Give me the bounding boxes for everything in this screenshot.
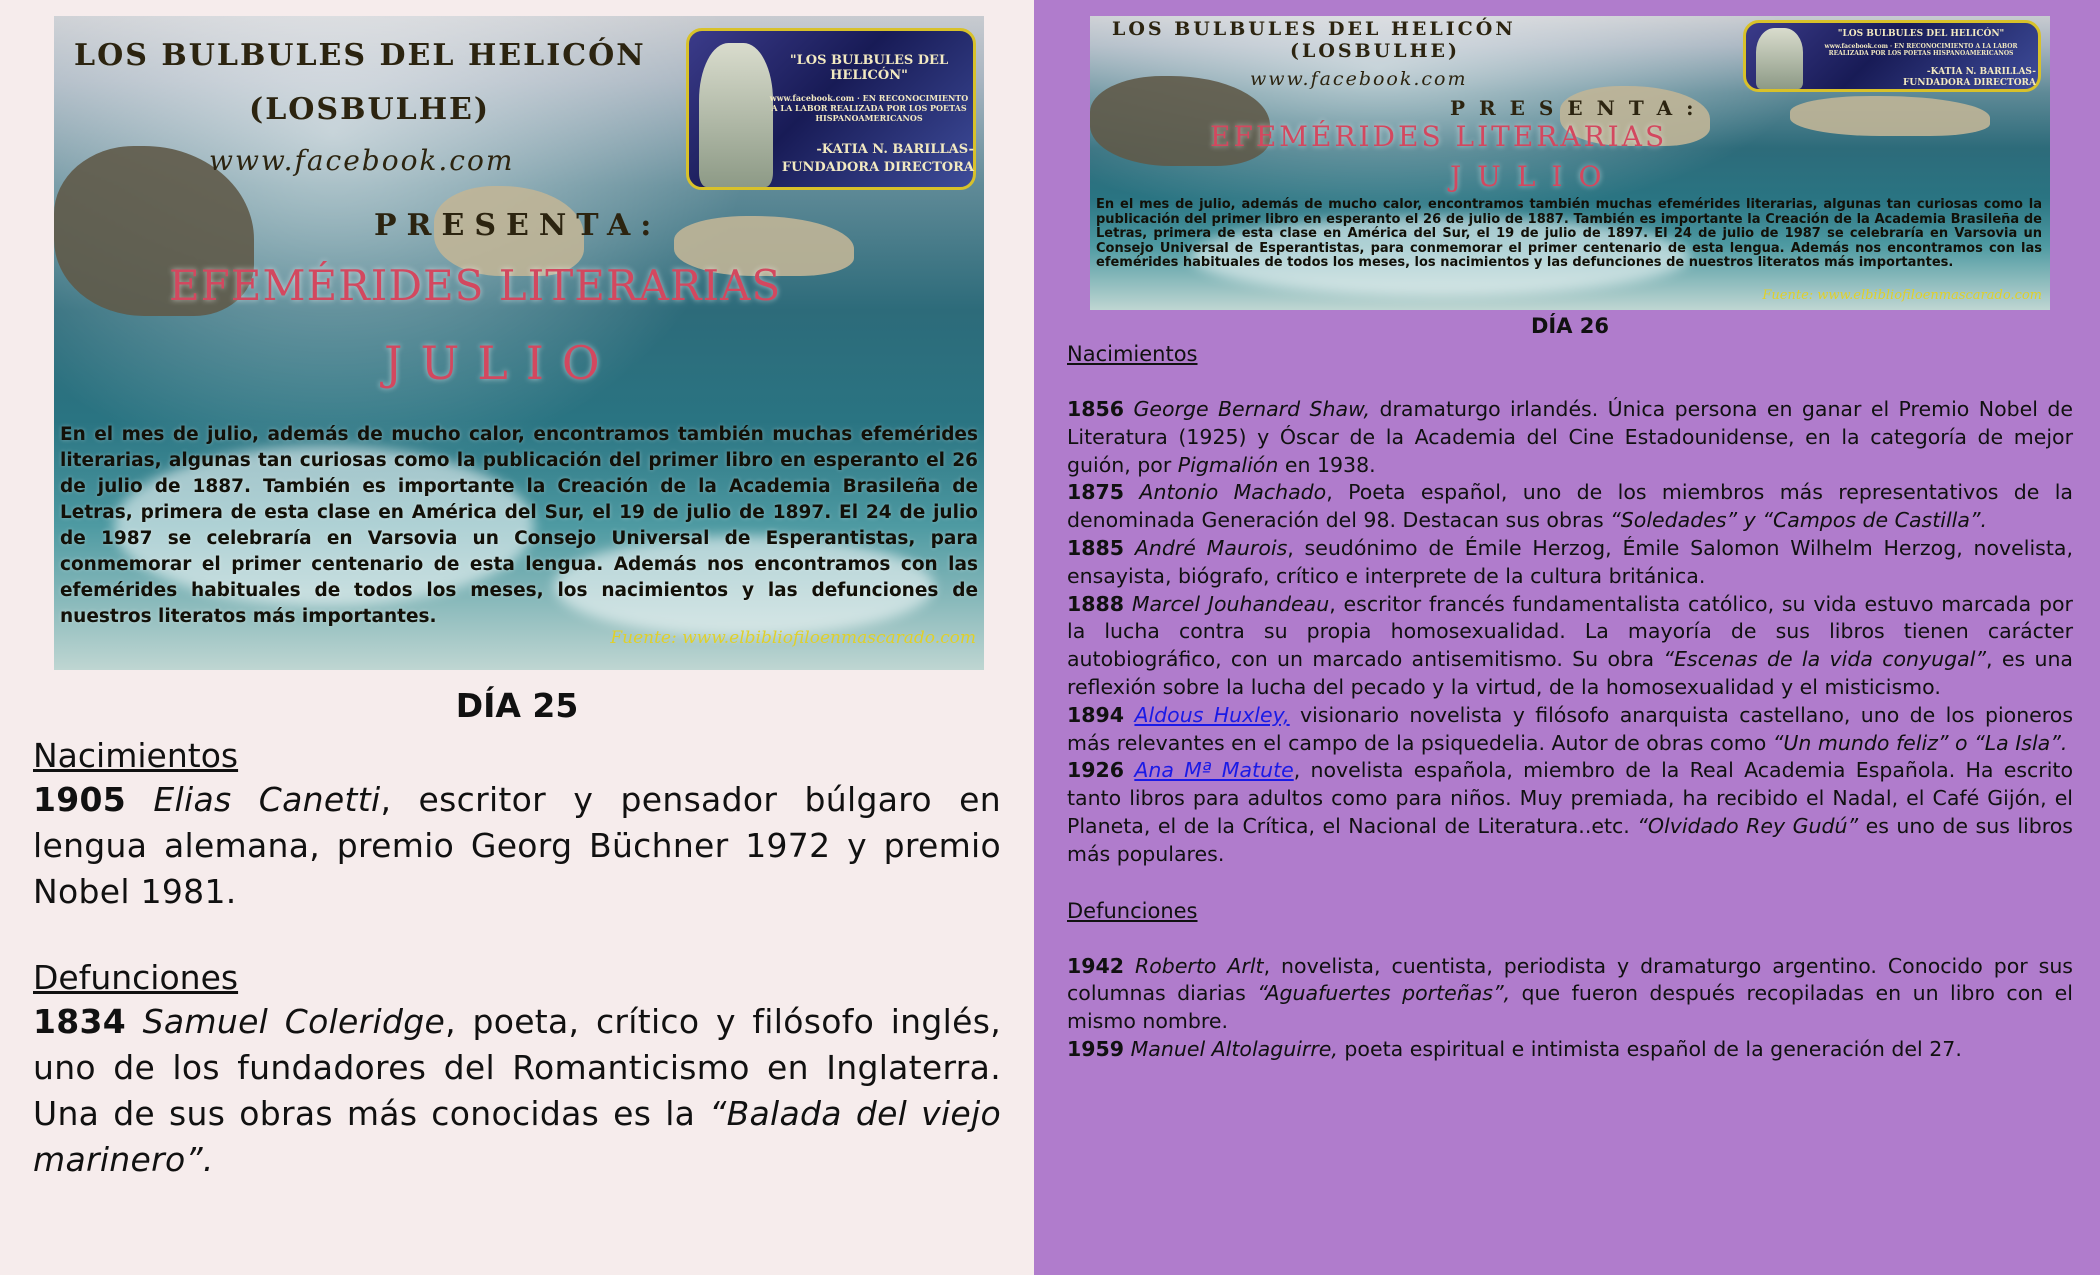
birth-entry bbox=[1067, 702, 2073, 758]
entry-text: , poeta, crítico y filósofo inglés, uno de los fundadores del Romanticismo en Inglaterra. Una de sus obras más conocidas es la bbox=[33, 1002, 1001, 1133]
entry-author: Samuel Coleridge bbox=[142, 1002, 446, 1041]
entry-year: 1875 bbox=[1067, 480, 1125, 505]
inset-signature bbox=[759, 141, 974, 177]
birth-entry bbox=[1067, 396, 2073, 479]
entry-work: “Soledades” y “Campos de Castilla”. bbox=[1610, 508, 1988, 533]
entry-text: , novelista española, miembro de la Real Academia Española. Ha escrito tanto libros para adultos como para niños. Muy premiada, ha recibido el Nadal, el Café Gijón, el Planeta, el de la Crítica, el Nacional de Literatura..etc. bbox=[1067, 758, 2073, 838]
entry-author: Marcel Jouhandeau bbox=[1131, 591, 1330, 616]
entry-text: , seudónimo de Émile Herzog, Émile Salomon Wilhelm Herzog, novelista, ensayista, biógrafo, crítico e interprete de la cultura británica. bbox=[1067, 535, 2073, 588]
efemerides-banner-image bbox=[1090, 16, 2050, 310]
entry-work: “Balada del viejo marinero”. bbox=[33, 1094, 1001, 1179]
entry-author: Manuel Altolaguirre, bbox=[1130, 1036, 1338, 1061]
banner-source: Fuente: www.elbibliofiloenmascarado.com bbox=[1762, 288, 2042, 303]
inset-name: -KATIA N. BARILLAS- bbox=[816, 142, 974, 157]
birth-entry bbox=[1067, 535, 2073, 591]
author-link-matute[interactable]: Ana Mª Matute bbox=[1134, 758, 1294, 783]
day-heading: DÍA 26 bbox=[1530, 314, 1610, 338]
banner-presenta: PRESENTA: bbox=[1450, 96, 1708, 120]
inset-small-text: www.facebook.com · EN RECONOCIMIENTO A LA LABOR REALIZADA POR LOS POETAS HISPANOAMERICANOS bbox=[769, 93, 969, 123]
entry-year: 1856 bbox=[1067, 397, 1125, 421]
entry-year: 1926 bbox=[1067, 758, 1125, 783]
entry-author: Elias Canetti bbox=[153, 780, 381, 819]
banner-website: www.facebook.com bbox=[209, 144, 515, 177]
entry-author: Roberto Arlt bbox=[1135, 953, 1264, 978]
banner-month: JULIO bbox=[1450, 160, 1618, 193]
entry-work: “Escenas de la vida conyugal” bbox=[1663, 647, 1987, 672]
day-heading: DÍA 25 bbox=[455, 686, 579, 725]
entry-author: André Maurois bbox=[1134, 535, 1288, 560]
banner-group-acronym: (LOSBULHE) bbox=[1290, 40, 1461, 62]
entry-text: , novelista, cuentista, periodista y dramaturgo argentino. Conocido por sus columnas diarias bbox=[1067, 953, 2073, 1006]
entry-year: 1905 bbox=[33, 780, 127, 819]
entry-text: visionario novelista y filósofo anarquista castellano, uno de los pioneros más relevantes en el campo de la psiquedelia. Autor de obras como bbox=[1067, 702, 2073, 755]
banner-group-acronym: (LOSBULHE) bbox=[249, 92, 491, 127]
birth-entry bbox=[1067, 591, 2073, 702]
inset-role: FUNDADORA DIRECTORA bbox=[781, 160, 974, 175]
entry-work: Pigmalión bbox=[1177, 452, 1279, 477]
inset-role: FUNDADORA DIRECTORA bbox=[1902, 78, 2036, 88]
banner-inset-badge bbox=[686, 28, 976, 190]
birth-entry bbox=[33, 777, 1001, 915]
entry-year: 1894 bbox=[1067, 702, 1125, 727]
banner-body-text: En el mes de julio, además de mucho calor, encontramos también muchas efemérides literarias, algunas tan curiosas como la publicación del primer libro en esperanto el 26 de julio de 1887. También es importante la Creación de la Academia Brasileña de Letras, primera de esta clase en América del Sur, el 19 de julio de 1897. El 24 de julio de 1987 se celebraría en Varsovia un Consejo Universal de Esperantistas, para conmemorar el primer centenario de esta lengua. Además nos encontramos con las efemérides habituales de todos los meses, los nacimientos y las defunciones de nuestros literatos más importantes. bbox=[1096, 197, 2042, 270]
entry-year: 1888 bbox=[1067, 591, 1125, 616]
banner-month: JULIO bbox=[384, 336, 618, 390]
death-entry bbox=[33, 999, 1001, 1183]
left-text-column bbox=[33, 686, 1001, 1183]
entry-text: , es una reflexión sobre la lucha del pecado y la virtud, de la homosexualidad y el misticismo. bbox=[1067, 647, 2073, 699]
entry-text: es uno de sus libros más populares. bbox=[1067, 813, 2073, 866]
banner-title: EFEMÉRIDES LITERARIAS bbox=[1210, 120, 1668, 153]
births-heading: Nacimientos bbox=[1067, 342, 1198, 366]
entry-author: Antonio Machado bbox=[1139, 480, 1327, 505]
banner-group-name: LOS BULBULES DEL HELICÓN bbox=[74, 38, 646, 73]
entry-text: poeta espiritual e intimista español de la generación del 27. bbox=[1337, 1036, 1962, 1061]
entry-work: “Un mundo feliz” o “La Isla”. bbox=[1772, 730, 2068, 755]
births-heading: Nacimientos bbox=[33, 736, 239, 775]
entry-year: 1942 bbox=[1067, 953, 1125, 978]
banner-presenta: PRESENTA: bbox=[374, 208, 662, 243]
inset-signature bbox=[1806, 67, 2036, 89]
banner-source: Fuente: www.elbibliofiloenmascarado.com bbox=[610, 628, 976, 648]
deaths-heading: Defunciones bbox=[33, 958, 239, 997]
entry-work: “Aguafuertes porteñas”, bbox=[1257, 981, 1511, 1006]
entry-year: 1885 bbox=[1067, 535, 1125, 560]
efemerides-banner-image bbox=[54, 16, 984, 670]
entry-work: “Olvidado Rey Gudú” bbox=[1637, 813, 1859, 838]
statue-figure bbox=[1756, 28, 1803, 89]
entry-text: en 1938. bbox=[1278, 452, 1376, 477]
banner-title: EFEMÉRIDES LITERARIAS bbox=[169, 261, 782, 310]
deaths-heading: Defunciones bbox=[1067, 898, 1198, 923]
entry-author: George Bernard Shaw, bbox=[1133, 397, 1371, 421]
inset-small-text: www.facebook.com · EN RECONOCIMIENTO A LA LABOR REALIZADA POR LOS POETAS HISPANOAMERICANOS bbox=[1824, 43, 2018, 57]
entry-year: 1959 bbox=[1067, 1036, 1125, 1061]
entry-text: dramaturgo irlandés. Única persona en ganar el Premio Nobel de Literatura (1925) y Óscar de la Academia del Cine Estadounidense, en la categoría de mejor guión, por bbox=[1067, 397, 2073, 477]
banner-website: www.facebook.com bbox=[1250, 68, 1468, 90]
entry-text: que fueron después recopiladas en un libro con el mismo nombre. bbox=[1067, 981, 2073, 1034]
entry-text: , escritor y pensador búlgaro en lengua alemana, premio Georg Büchner 1972 y premio Nobel 1981. bbox=[33, 780, 1001, 911]
banner-inset-badge bbox=[1743, 20, 2041, 92]
banner-group-name: LOS BULBULES DEL HELICÓN bbox=[1112, 18, 1516, 40]
death-entry bbox=[1067, 953, 2073, 1036]
banner-body-text: En el mes de julio, además de mucho calor, encontramos también muchas efemérides literarias, algunas tan curiosas como la publicación del primer libro en esperanto el 26 de julio de 1887. También es importante la Creación de la Academia Brasileña de Letras, primera de esta clase en América del Sur, el 19 de julio de 1897. El 24 de julio de 1987 se celebraría en Varsovia un Consejo Universal de Esperantistas, para conmemorar el primer centenario de esta lengua. Además nos encontramos con las efemérides habituales de todos los meses, los nacimientos y las defunciones de nuestros literatos más importantes. bbox=[60, 424, 978, 627]
inset-title: "LOS BULBULES DEL HELICÓN" bbox=[789, 53, 949, 83]
inset-name: -KATIA N. BARILLAS- bbox=[1926, 67, 2036, 77]
right-text-column bbox=[1067, 312, 2073, 1064]
birth-entry bbox=[1067, 479, 2073, 535]
inset-title: "LOS BULBULES DEL HELICÓN" bbox=[1837, 29, 2005, 39]
entry-year: 1834 bbox=[33, 1002, 127, 1041]
rock-shape bbox=[1790, 96, 1990, 136]
author-link-huxley[interactable]: Aldous Huxley, bbox=[1134, 702, 1290, 727]
entry-text: , Poeta español, uno de los miembros más representativos de la denominada Generación del 98. Destacan sus obras bbox=[1067, 480, 2073, 533]
birth-entry bbox=[1067, 757, 2073, 868]
death-entry bbox=[1067, 1036, 2073, 1064]
entry-text: , escritor francés fundamentalista católico, su vida estuvo marcada por la lucha contra su propia homosexualidad. La mayoría de sus libros tienen carácter autobiográfico, con un marcado antisemitismo. Su obra bbox=[1067, 591, 2073, 672]
